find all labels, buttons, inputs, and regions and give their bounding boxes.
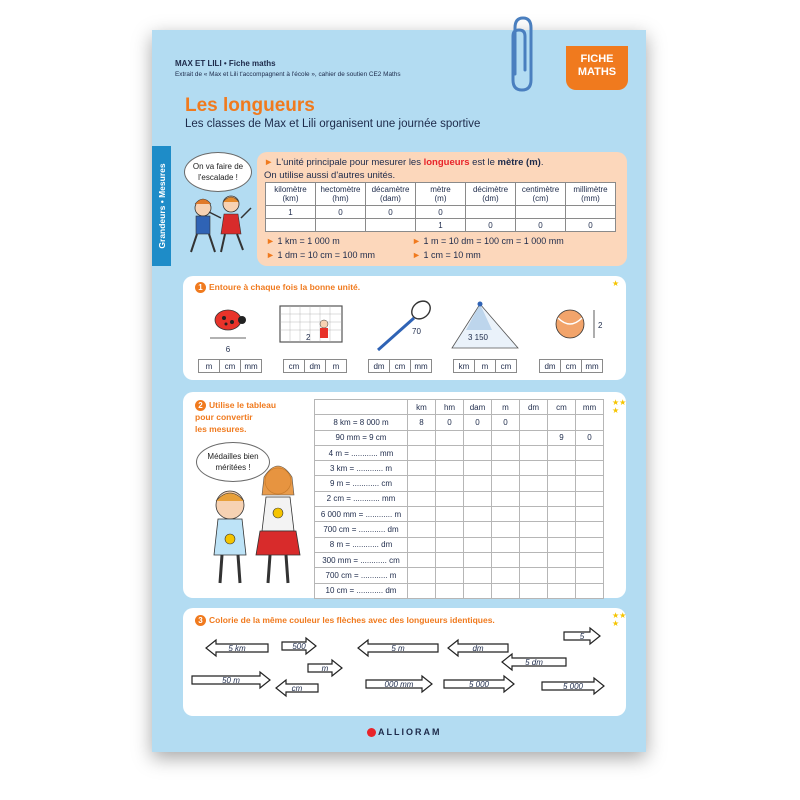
conv-cell[interactable]	[520, 568, 548, 583]
choice-cell[interactable]: cm	[496, 360, 517, 373]
conv-cell[interactable]	[492, 568, 520, 583]
conv-cell[interactable]: 8	[408, 415, 436, 430]
choice-racket	[368, 359, 432, 373]
conv-cell[interactable]: 0	[576, 430, 604, 445]
conv-cell[interactable]	[464, 461, 492, 476]
conv-cell[interactable]	[408, 430, 436, 445]
conv-cell[interactable]	[548, 461, 576, 476]
arrow-label: cm	[291, 684, 303, 693]
conv-cell[interactable]	[548, 507, 576, 522]
info-text-c: est le	[469, 157, 498, 168]
arrow-label: dm	[472, 644, 484, 653]
page-subtitle: Les classes de Max et Lili organisent une journée sportive	[185, 118, 481, 130]
exercise-2-heading: 2 Utilise le tableau pour convertir les mesures.	[195, 400, 277, 434]
conv-cell[interactable]	[576, 552, 604, 567]
conv-cell[interactable]	[408, 552, 436, 567]
conv-cell[interactable]	[492, 507, 520, 522]
choice-cell[interactable]: dm	[369, 360, 390, 373]
fiche-label: FICHE	[580, 53, 614, 65]
conv-row	[315, 491, 604, 506]
conversion-table	[314, 399, 604, 599]
goal-height: 2	[306, 333, 311, 342]
conv-cell[interactable]	[576, 583, 604, 598]
conv-cell[interactable]	[464, 430, 492, 445]
conv-row-label: 6 000 mm = ............ m	[315, 507, 408, 522]
units-cell	[516, 206, 566, 219]
conv-cell[interactable]	[520, 507, 548, 522]
conv-cell[interactable]	[548, 476, 576, 491]
conv-cell[interactable]	[492, 445, 520, 460]
arrow-shape[interactable]	[308, 660, 342, 676]
arrow-label: 5 km	[228, 644, 246, 653]
racket-length: 70	[412, 327, 421, 336]
units-header: centimètre (cm)	[516, 183, 566, 206]
bubble-text: On va faire de l'escalade !	[192, 162, 244, 182]
conv-cell[interactable]	[464, 552, 492, 567]
conv-cell[interactable]	[548, 445, 576, 460]
conv-cell[interactable]	[576, 415, 604, 430]
arrows-area	[186, 626, 624, 714]
conv-cell[interactable]	[436, 507, 464, 522]
conv-row-label: 700 cm = ............ dm	[315, 522, 408, 537]
arrow-shape[interactable]	[206, 640, 268, 656]
conv-cell[interactable]	[576, 522, 604, 537]
conv-cell[interactable]	[436, 491, 464, 506]
mountain-height: 3 150	[467, 333, 489, 342]
arrow-label: 5 dm	[525, 658, 543, 667]
info-highlight: longueurs	[423, 157, 470, 168]
conv-cell[interactable]	[436, 537, 464, 552]
arrow-shape[interactable]	[282, 638, 316, 654]
arrow-icon: ►	[264, 157, 274, 168]
conv-row-label: 90 mm = 9 cm	[315, 430, 408, 445]
goal-icon	[280, 306, 342, 342]
units-cell: 0	[366, 206, 416, 219]
logo-dot-icon	[367, 728, 376, 737]
conv-row-label: 700 cm = ............ m	[315, 568, 408, 583]
conv-row-label: 8 km = 8 000 m	[315, 415, 408, 430]
conv-row	[315, 568, 604, 583]
conv-cell[interactable]	[408, 507, 436, 522]
conv-row	[315, 430, 604, 445]
conv-cell[interactable]	[520, 445, 548, 460]
arrow-label: 50 m	[222, 676, 240, 685]
units-cell	[266, 219, 316, 232]
racket-icon	[378, 300, 434, 350]
conv-cell[interactable]	[408, 537, 436, 552]
conv-unit-header: mm	[576, 400, 604, 415]
units-cell: 0	[466, 219, 516, 232]
conv-cell[interactable]	[492, 583, 520, 598]
conv-cell[interactable]	[576, 476, 604, 491]
units-cell: 1	[416, 219, 466, 232]
units-cell	[366, 219, 416, 232]
choice-cell[interactable]: mm	[411, 360, 432, 373]
conv-cell[interactable]	[436, 552, 464, 567]
info-line-1	[264, 157, 543, 168]
conv-unit-header: km	[408, 400, 436, 415]
conv-cell[interactable]	[464, 583, 492, 598]
conv-cell[interactable]	[464, 445, 492, 460]
conv-cell[interactable]	[436, 583, 464, 598]
conv-cell[interactable]	[520, 415, 548, 430]
conv-unit-header: dm	[520, 400, 548, 415]
conv-cell[interactable]	[520, 522, 548, 537]
conv-cell[interactable]	[492, 522, 520, 537]
conv-row	[315, 552, 604, 567]
units-cell: 0	[416, 206, 466, 219]
conv-row-label: 2 cm = ............ mm	[315, 491, 408, 506]
arrow-shape[interactable]	[444, 676, 514, 692]
conv-row	[315, 583, 604, 598]
conv-cell[interactable]: 9	[548, 430, 576, 445]
conv-cell[interactable]	[520, 552, 548, 567]
info-bold: mètre (m)	[497, 157, 541, 168]
arrow-label: 5	[579, 632, 585, 641]
brand-line: MAX ET LILI • Fiche maths	[175, 59, 276, 68]
conv-cell[interactable]	[520, 430, 548, 445]
conv-cell[interactable]	[464, 507, 492, 522]
conv-cell[interactable]	[408, 522, 436, 537]
units-header: kilomètre (km)	[266, 183, 316, 206]
publisher-logo: ALLIORAM	[367, 727, 442, 737]
ball-icon	[556, 310, 594, 338]
conv-cell[interactable]	[520, 461, 548, 476]
conv-cell[interactable]	[548, 415, 576, 430]
conv-cell[interactable]	[492, 552, 520, 567]
units-cell: 0	[566, 219, 616, 232]
arrow-label: m	[321, 664, 329, 673]
conv-row	[315, 522, 604, 537]
conv-cell[interactable]	[436, 445, 464, 460]
conv-cell[interactable]	[548, 522, 576, 537]
conv-corner	[315, 400, 408, 415]
equivalence-cm: ► 1 cm = 10 mm	[412, 250, 481, 260]
choice-cell[interactable]: km	[454, 360, 475, 373]
units-cell: 0	[316, 206, 366, 219]
conv-cell[interactable]: 0	[464, 415, 492, 430]
conv-cell[interactable]	[492, 491, 520, 506]
equivalence-m: ► 1 m = 10 dm = 100 cm = 1 000 mm	[412, 236, 564, 246]
conv-row	[315, 445, 604, 460]
choice-cell[interactable]: m	[199, 360, 220, 373]
units-cell	[566, 206, 616, 219]
arrow-shape[interactable]	[502, 654, 566, 670]
conv-cell[interactable]	[548, 537, 576, 552]
bubble-text: Médailles bien méritées !	[207, 452, 259, 472]
conv-cell[interactable]	[464, 537, 492, 552]
units-cell: 0	[516, 219, 566, 232]
conv-unit-header: dam	[464, 400, 492, 415]
arrow-shape[interactable]	[448, 640, 508, 656]
conv-cell[interactable]	[548, 568, 576, 583]
conv-row	[315, 461, 604, 476]
conv-cell[interactable]	[408, 583, 436, 598]
conv-cell[interactable]	[576, 568, 604, 583]
choice-cell[interactable]: dm	[540, 360, 561, 373]
conv-cell[interactable]	[576, 491, 604, 506]
extract-line: Extrait de « Max et Lili t'accompagnent à l'école », cahier de soutien CE2 Maths	[175, 71, 401, 78]
conv-cell[interactable]	[492, 476, 520, 491]
arrow-label: 000 mm	[384, 680, 414, 689]
arrow-shape[interactable]	[358, 640, 438, 656]
conv-cell[interactable]	[408, 568, 436, 583]
choice-cell[interactable]: m	[475, 360, 496, 373]
conv-cell[interactable]	[520, 583, 548, 598]
kids-medals-illustration	[200, 455, 310, 590]
conv-row	[315, 537, 604, 552]
conv-row-label: 300 mm = ............ cm	[315, 552, 408, 567]
conv-row-label: 9 m = ............ cm	[315, 476, 408, 491]
page-title: Les longueurs	[185, 95, 315, 116]
units-header: mètre (m)	[416, 183, 466, 206]
exercise-1-illustrations	[196, 300, 616, 358]
conv-cell[interactable]	[548, 552, 576, 567]
units-cell	[316, 219, 366, 232]
conv-cell[interactable]: 0	[436, 415, 464, 430]
units-cell: 1	[266, 206, 316, 219]
conv-row	[315, 415, 604, 430]
side-tab	[152, 146, 171, 266]
star-icon: ★★ ★	[612, 611, 627, 628]
units-table	[265, 182, 616, 232]
conv-cell[interactable]	[436, 522, 464, 537]
choice-cell[interactable]: cm	[220, 360, 241, 373]
exercise-3-heading: 3 Colorie de la même couleur les flèches avec des longueurs identiques.	[195, 615, 495, 626]
conv-cell[interactable]	[464, 522, 492, 537]
units-header: millimètre (mm)	[566, 183, 616, 206]
info-text-a: L'unité principale pour mesurer les	[276, 157, 424, 168]
conv-cell[interactable]	[492, 430, 520, 445]
ladybug-icon	[210, 310, 246, 338]
conv-cell[interactable]	[576, 537, 604, 552]
conv-unit-header: m	[492, 400, 520, 415]
conv-unit-header: cm	[548, 400, 576, 415]
choice-cell[interactable]: mm	[241, 360, 262, 373]
fiche-maths-badge	[566, 46, 628, 90]
info-text-e: .	[540, 157, 544, 168]
conv-row	[315, 476, 604, 491]
conv-cell[interactable]	[408, 445, 436, 460]
equivalence-km: ► 1 km = 1 000 m	[266, 236, 340, 246]
exercise-1-heading: 1 Entoure à chaque fois la bonne unité.	[195, 282, 360, 293]
speech-bubble-climbing	[184, 152, 252, 192]
conv-row-label: 4 m = ............ mm	[315, 445, 408, 460]
star-icon: ★	[612, 279, 620, 288]
arrow-shape[interactable]	[564, 628, 600, 644]
choice-cell[interactable]: m	[326, 360, 347, 373]
choice-mountain	[453, 359, 517, 373]
arrow-shape[interactable]	[192, 672, 270, 688]
arrow-shape[interactable]	[276, 680, 318, 696]
conv-cell[interactable]	[436, 476, 464, 491]
conv-cell[interactable]	[436, 568, 464, 583]
choice-cell[interactable]: dm	[305, 360, 326, 373]
conv-cell[interactable]	[408, 491, 436, 506]
choice-ladybug	[198, 359, 262, 373]
star-icon: ★★ ★	[612, 398, 627, 415]
conv-row	[315, 507, 604, 522]
conv-cell[interactable]	[576, 461, 604, 476]
conv-cell[interactable]	[492, 537, 520, 552]
kids-illustration	[185, 192, 253, 258]
conv-row-label: 10 cm = ............ dm	[315, 583, 408, 598]
conv-cell[interactable]	[576, 445, 604, 460]
arrow-shape[interactable]	[542, 678, 604, 694]
arrow-label: 5 000	[468, 680, 490, 689]
paperclip-icon	[505, 14, 539, 94]
equivalence-dm: ► 1 dm = 10 cm = 100 mm	[266, 250, 375, 260]
choice-goal	[283, 359, 347, 373]
choice-cell[interactable]: mm	[582, 360, 603, 373]
conv-cell[interactable]	[464, 491, 492, 506]
units-header: décamètre (dam)	[366, 183, 416, 206]
conv-cell[interactable]	[492, 461, 520, 476]
conv-cell[interactable]	[548, 583, 576, 598]
units-cell	[466, 206, 516, 219]
conv-cell[interactable]	[408, 476, 436, 491]
conv-cell[interactable]	[520, 491, 548, 506]
conv-cell[interactable]	[520, 537, 548, 552]
conv-cell[interactable]	[576, 507, 604, 522]
ladybug-length: 6	[225, 345, 231, 354]
conv-unit-header: hm	[436, 400, 464, 415]
info-line-2: On utilise aussi d'autres unités.	[264, 170, 396, 181]
arrow-label: 5 000	[562, 682, 584, 691]
arrow-shape[interactable]	[366, 676, 432, 692]
conv-cell[interactable]	[464, 568, 492, 583]
conv-cell[interactable]	[464, 476, 492, 491]
choice-cell[interactable]: cm	[284, 360, 305, 373]
conv-cell[interactable]	[436, 461, 464, 476]
choice-ball	[539, 359, 603, 373]
conv-cell[interactable]: 0	[492, 415, 520, 430]
arrow-label: 500	[292, 642, 306, 651]
conv-cell[interactable]	[520, 476, 548, 491]
units-header: hectomètre (hm)	[316, 183, 366, 206]
conv-cell[interactable]	[408, 461, 436, 476]
choice-cell[interactable]: cm	[561, 360, 582, 373]
units-header: décimètre (dm)	[466, 183, 516, 206]
arrow-label: 5 m	[391, 644, 405, 653]
maths-label: MATHS	[577, 66, 617, 78]
conv-row-label: 3 km = ............ m	[315, 461, 408, 476]
conv-cell[interactable]	[436, 430, 464, 445]
side-tab-label: Grandeurs • Mesures	[156, 163, 167, 249]
conv-cell[interactable]	[548, 491, 576, 506]
conv-row-label: 8 m = ............ dm	[315, 537, 408, 552]
choice-cell[interactable]: cm	[390, 360, 411, 373]
ball-diameter: 2	[598, 321, 603, 330]
